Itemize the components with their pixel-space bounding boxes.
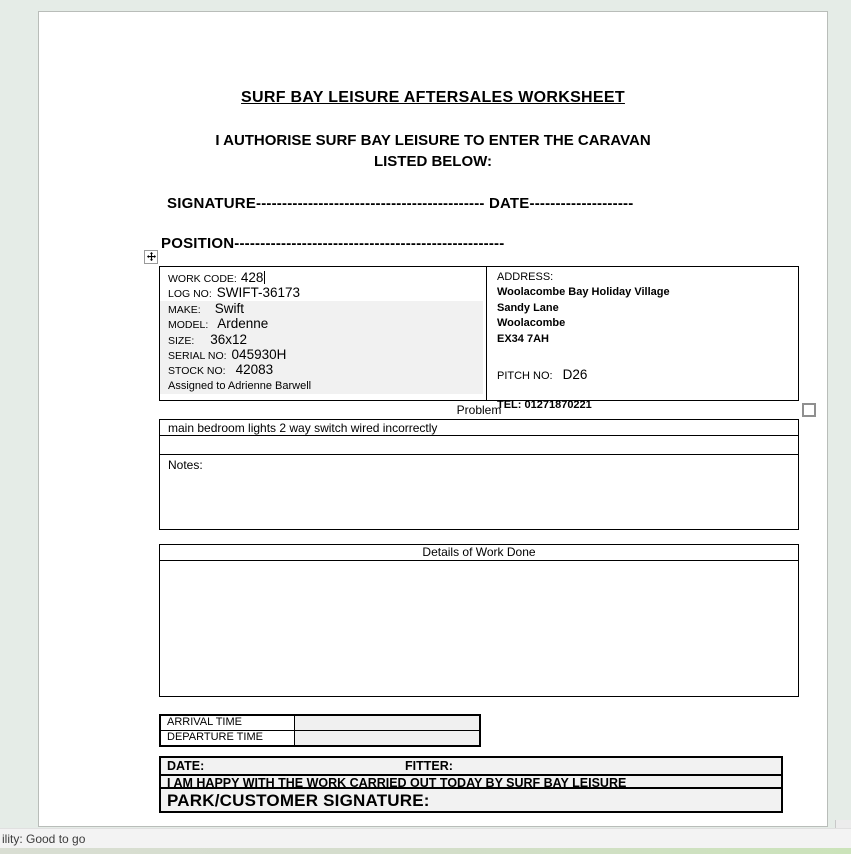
arrival-time-label: ARRIVAL TIME: [161, 716, 295, 730]
field-size: [160, 332, 483, 347]
model-label: MODEL:: [168, 319, 209, 332]
date-label: DATE:: [167, 759, 205, 773]
address-cell[interactable]: [487, 267, 798, 411]
text-cursor: [264, 271, 265, 284]
status-bar: [0, 828, 851, 848]
field-stock-no: [160, 362, 483, 377]
departure-time-row: [161, 730, 479, 745]
accessibility-status[interactable]: ility: Good to go: [2, 832, 86, 846]
signature-date-line: SIGNATURE-------------------------------------------- DATE--------------------: [167, 195, 634, 212]
assigned-note: Assigned to Adrienne Barwell: [168, 379, 312, 392]
window-bottom-edge: [0, 848, 851, 854]
field-log-no: [160, 285, 486, 300]
scrollbar-corner: [835, 820, 851, 828]
problem-entry-row[interactable]: main bedroom lights 2 way switch wired incorrectly: [160, 420, 798, 436]
work-code-label: WORK CODE:: [168, 273, 237, 285]
authorise-line-1: I AUTHORISE SURF BAY LEISURE TO ENTER THE CARAVAN: [215, 132, 651, 149]
move-arrows-icon: [147, 248, 156, 266]
address-line-4: EX34 7AH: [497, 332, 549, 345]
park-customer-signature-row[interactable]: PARK/CUSTOMER SIGNATURE:: [161, 789, 781, 811]
position-line: POSITION----------------------------------------------------: [161, 235, 505, 252]
date-fitter-row[interactable]: [161, 758, 781, 774]
problem-header: Problem: [456, 403, 502, 417]
departure-time-value-cell[interactable]: [295, 731, 479, 745]
table-resize-handle[interactable]: [802, 403, 816, 417]
notes-label: Notes:: [168, 458, 203, 472]
make-label: MAKE:: [168, 303, 201, 316]
stock-no-value: 42083: [235, 362, 274, 378]
authorise-line-2: LISTED BELOW:: [373, 153, 493, 170]
tel-line: TEL: 01271870221: [497, 399, 592, 411]
address-line-2: Sandy Lane: [497, 301, 559, 314]
field-model: [160, 316, 483, 331]
arrival-time-row: [161, 716, 479, 730]
shaded-fields-block: [160, 301, 483, 394]
work-done-header: Details of Work Done: [160, 545, 798, 561]
serial-no-label: SERIAL NO:: [168, 349, 227, 362]
document-page: [38, 11, 828, 827]
address-line-3: Woolacombe: [497, 317, 566, 329]
departure-time-label: DEPARTURE TIME: [161, 731, 295, 745]
address-line-1: Woolacombe Bay Holiday Village: [497, 286, 670, 298]
worksheet-title: SURF BAY LEISURE AFTERSALES WORKSHEET: [241, 89, 625, 106]
field-serial-no: [160, 347, 483, 362]
log-no-value: SWIFT-36173: [216, 285, 301, 301]
times-table: [159, 714, 481, 747]
caravan-details-cell[interactable]: [160, 267, 487, 400]
problem-table: [159, 419, 799, 530]
stock-no-label: STOCK NO:: [168, 365, 226, 378]
size-value: 36x12: [210, 331, 248, 347]
problem-empty-row[interactable]: [160, 436, 798, 455]
field-make: [160, 301, 483, 316]
table-move-handle[interactable]: [144, 250, 158, 264]
address-label: ADDRESS:: [497, 271, 554, 283]
make-value: Swift: [214, 300, 244, 316]
fitter-label: FITTER:: [405, 759, 453, 773]
work-done-table: [159, 544, 799, 697]
authorise-statement: [39, 130, 827, 172]
work-code-value[interactable]: 428: [240, 270, 264, 285]
happy-statement-row: I AM HAPPY WITH THE WORK CARRIED OUT TODAY BY SURF BAY LEISURE: [161, 774, 781, 789]
notes-box[interactable]: [160, 455, 798, 529]
signoff-table: [159, 756, 783, 813]
model-value: Ardenne: [217, 316, 269, 332]
pitch-no-label: PITCH NO:: [497, 370, 553, 382]
field-work-code: [160, 270, 486, 285]
arrival-time-value-cell[interactable]: [295, 716, 479, 730]
log-no-label: LOG NO:: [168, 288, 212, 301]
pitch-no-value: D26: [562, 367, 588, 382]
serial-no-value: 045930H: [231, 346, 287, 362]
work-done-entry-area[interactable]: [160, 561, 798, 697]
size-label: SIZE:: [168, 334, 195, 347]
pitch-no-row: [497, 367, 798, 382]
